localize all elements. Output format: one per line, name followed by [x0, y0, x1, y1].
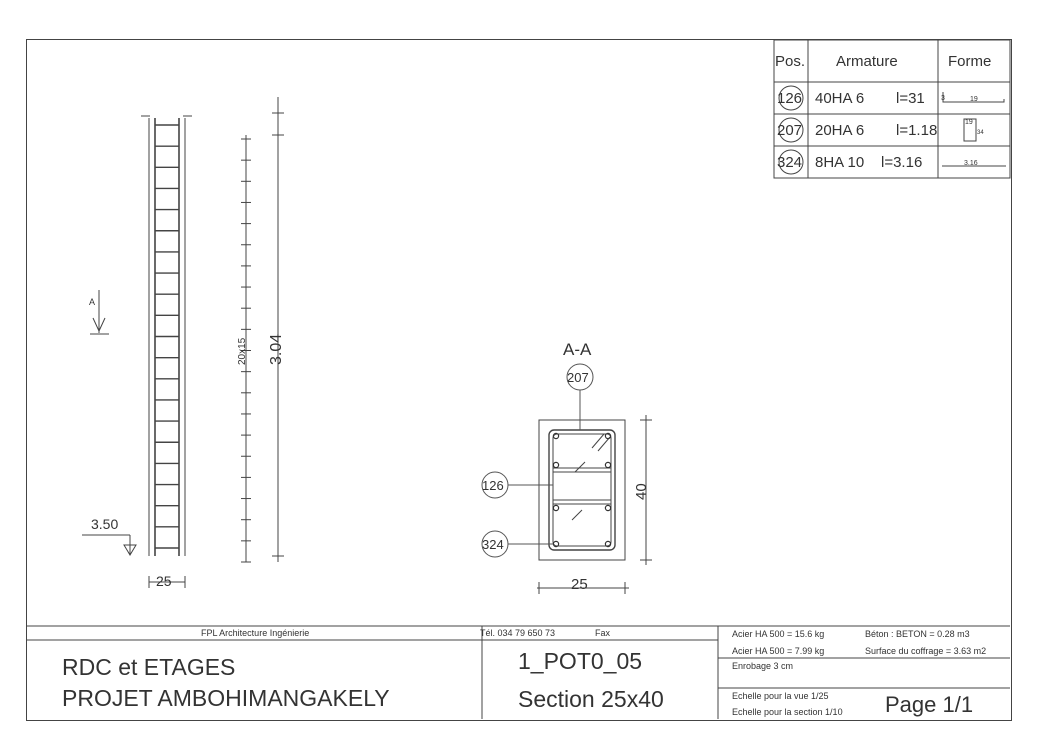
- schedule-row-pos: 126: [777, 90, 803, 107]
- hook-3: [575, 462, 585, 472]
- shape-324-dim-a: 3.16: [964, 160, 978, 167]
- section-label: Section 25x40: [518, 686, 664, 712]
- view-scale: Echelle pour la vue 1/25: [732, 691, 829, 701]
- schedule-armature-header: Armature: [836, 53, 898, 70]
- section-outline: [539, 420, 625, 560]
- section-height-label: 40: [633, 483, 650, 500]
- schedule-forme-header: Forme: [948, 53, 992, 70]
- level-marker: [82, 535, 136, 555]
- hook-4: [572, 510, 582, 520]
- schedule-row-armature: 8HA 10: [815, 154, 865, 171]
- project-name: PROJET AMBOHIMANGAKELY: [62, 685, 390, 711]
- outer-stirrup: [549, 430, 615, 550]
- schedule-row-length: l=1.18: [896, 122, 938, 139]
- section-arrow-right: [99, 318, 105, 331]
- element-id: 1_POT0_05: [518, 648, 643, 674]
- shape-126-dim-b: 19: [970, 96, 978, 103]
- mark-207-label: 207: [567, 370, 589, 385]
- stirrups-elevation: [155, 125, 179, 548]
- column-elevation: [141, 116, 192, 588]
- cross-section: [539, 420, 625, 560]
- phone-number: Tél. 034 79 650 73: [480, 628, 556, 638]
- schedule-row-armature: 40HA 6: [815, 90, 865, 107]
- level-label: 3.50: [91, 516, 119, 532]
- section-scale: Echelle pour la section 1/10: [732, 707, 843, 717]
- section-bars: [553, 433, 610, 546]
- schedule-row-pos: 207: [777, 122, 803, 139]
- level-name: RDC et ETAGES: [62, 654, 236, 680]
- section-width-label: 25: [571, 576, 588, 593]
- schedule-row-pos: 324: [777, 154, 803, 171]
- formwork-area: Surface du coffrage = 3.63 m2: [865, 646, 987, 656]
- shape-207-dim-a: 19: [965, 119, 973, 126]
- shape-207-dim-b: 34: [977, 130, 984, 136]
- steel-weight-2: Acier HA 500 = 7.99 kg: [732, 646, 825, 656]
- steel-weight-1: Acier HA 500 = 15.6 kg: [732, 629, 825, 639]
- height-label: 3.04: [268, 333, 285, 365]
- height-dimension: [272, 97, 284, 562]
- concrete-cover: Enrobage 3 cm: [732, 661, 794, 671]
- mark-126-label: 126: [482, 478, 504, 493]
- section-title: A-A: [563, 340, 592, 359]
- elevation-width-label: 25: [156, 573, 172, 589]
- shape-126-dim-a: 3: [941, 95, 945, 102]
- schedule-row-length: l=31: [896, 90, 925, 107]
- company-name: FPL Architecture Ingénierie: [201, 628, 310, 638]
- mark-324-label: 324: [482, 537, 504, 552]
- outer-stirrup-inner: [553, 434, 611, 546]
- schedule-row-armature: 20HA 6: [815, 122, 865, 139]
- section-arrow-left: [93, 318, 99, 331]
- stirrup-spacing-label: 20x15: [237, 337, 248, 365]
- schedule-row-length: l=3.16: [881, 154, 923, 171]
- position-marks: [482, 364, 593, 557]
- longitudinal-bar: [605, 462, 610, 467]
- schedule-pos-header: Pos.: [775, 53, 806, 70]
- longitudinal-bar: [553, 462, 558, 467]
- inner-ties: [553, 468, 611, 504]
- longitudinal-bar: [553, 505, 558, 510]
- longitudinal-bar: [605, 505, 610, 510]
- page-number: Page 1/1: [885, 692, 974, 717]
- fax-label: Fax: [595, 628, 611, 638]
- section-mark-label: A: [89, 297, 96, 307]
- concrete-volume: Béton : BETON = 0.28 m3: [865, 629, 970, 639]
